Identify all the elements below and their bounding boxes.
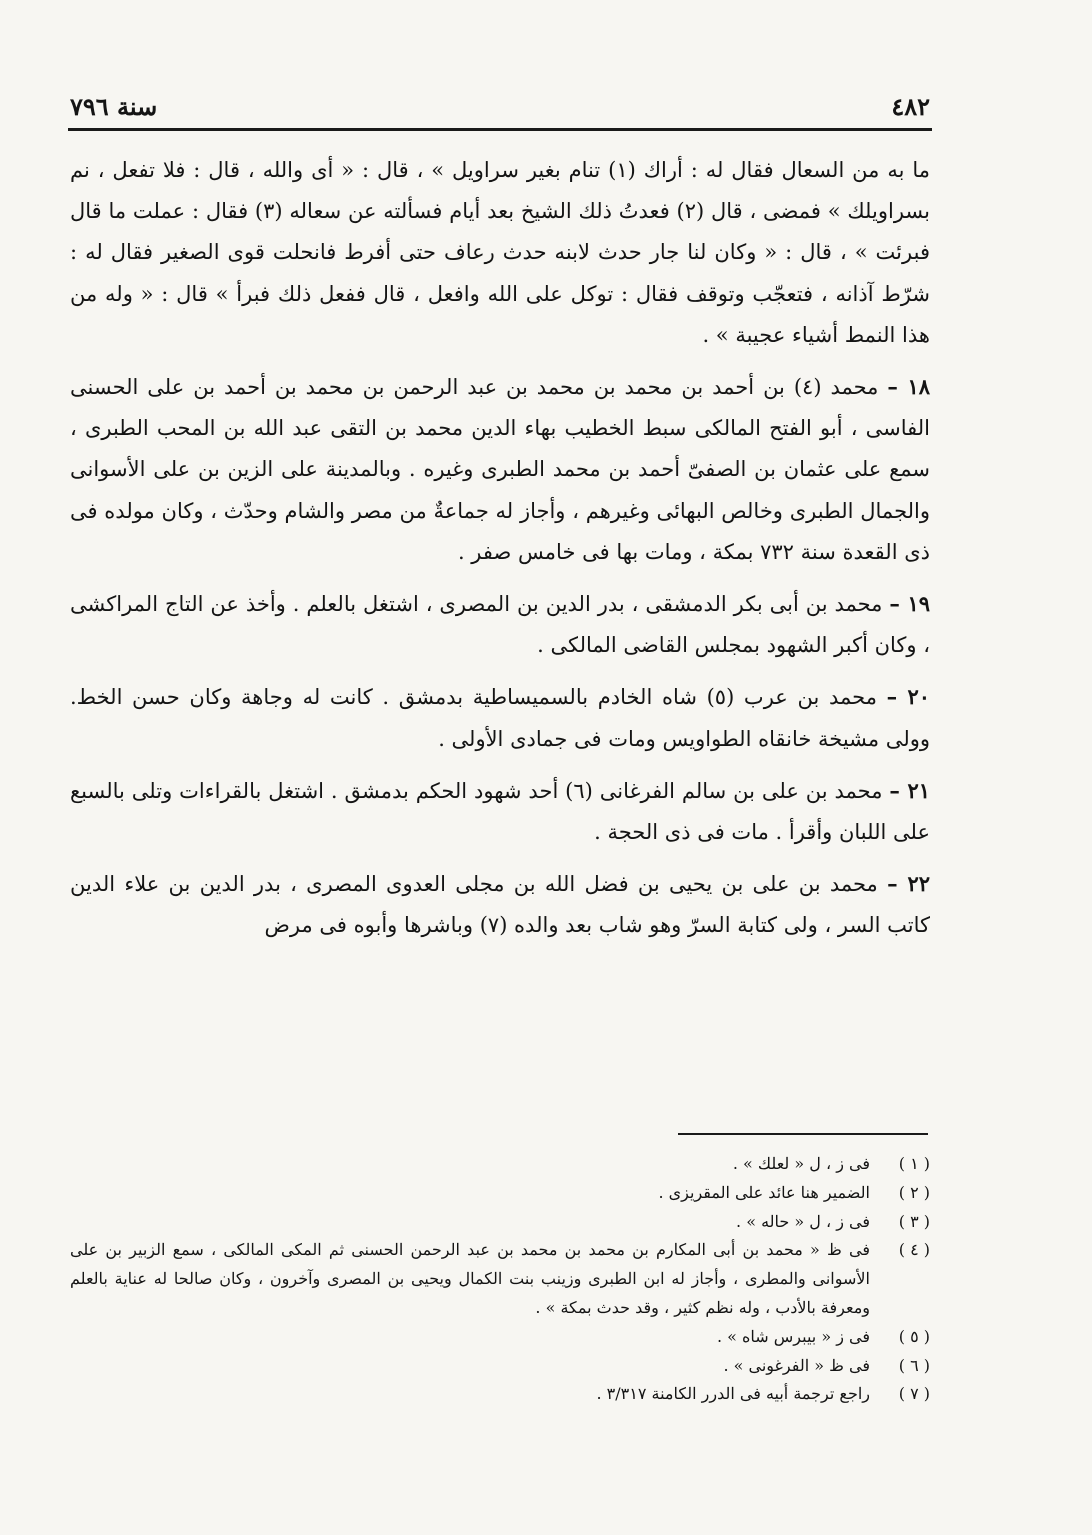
footnote-number: ( ١ ) xyxy=(898,1154,930,1173)
entry-text: محمد بن على بن يحيى بن فضل الله بن مجلى العدوى المصرى ، بدر الدين بن علاء الدين كاتب السر ، ولى كتابة السرّ وهو شاب بعد والده (٧) وباشرها وأبوه فى مرض xyxy=(70,872,930,938)
footnote-3 xyxy=(70,1208,930,1237)
entry-text: محمد (٤) بن أحمد بن محمد بن محمد بن عبد الرحمن بن محمد بن أحمد بن على الحسنى الفاسى ، أبو الفتح المالكى سبط الخطيب بهاء الدين محمد بن التقى عبد الله بن المحب الطبرى ، سمع على عثمان بن الصفىّ أحمد بن محمد الطبرى وغيره . وبالمدينة على الزين بن على الأسوانى والجمال الطبرى وخالص البهائى وغيرهم ، وأجاز له جماعةٌ من مصر والشام وحدّث ، وكان مولده فى ذى القعدة سنة ٧٣٢ بمكة ، ومات بها فى خامس صفر . xyxy=(70,375,930,564)
footnote-text: راجع ترجمة أبيه فى الدرر الكامنة ٣/٣١٧ . xyxy=(596,1384,870,1404)
footnote-6 xyxy=(70,1352,930,1381)
footnote-1 xyxy=(70,1150,930,1179)
footnote-2 xyxy=(70,1179,930,1208)
footnote-text: فى ز « بيبرس شاه » . xyxy=(716,1326,870,1346)
footnote-text: فى ظ « محمد بن أبى المكارم بن محمد بن محمد بن عبد الرحمن الحسنى ثم المكى المالكى ، سمع الزبير بن على الأسوانى والمطرى ، وأجاز له ابن الطبرى وزينب بنت الكمال ويحيى بن المصرى وآخرون ، وكان صالحا له عناية بالعلم ومعرفة بالأدب ، وله نظم كثير ، وقد حدث بمكة » . xyxy=(70,1240,870,1317)
footnote-separator xyxy=(678,1133,928,1135)
entry-22 xyxy=(70,863,930,946)
footnote-number: ( ٥ ) xyxy=(898,1326,930,1346)
entry-18 xyxy=(70,366,930,573)
footnote-text: فى ز ، ل « لعلك » . xyxy=(732,1154,870,1173)
footnote-number: ( ٣ ) xyxy=(898,1211,930,1231)
footnote-text: فى ز ، ل « حاله » . xyxy=(736,1211,870,1231)
entry-text: محمد بن عرب (٥) شاه الخادم بالسميساطية بدمشق . كانت له وجاهة وكان حسن الخط. وولى مشيخة خانقاه الطواويس ومات فى جمادى الأولى . xyxy=(70,685,930,751)
entry-19 xyxy=(70,583,930,666)
running-year: سنة ٧٩٦ xyxy=(70,92,158,121)
footnote-number: ( ٦ ) xyxy=(898,1355,930,1375)
footnote-number: ( ٧ ) xyxy=(898,1384,930,1404)
footnote-7 xyxy=(70,1380,930,1409)
entry-text: محمد بن على بن سالم الفرغانى (٦) أحد شهود الحكم بدمشق . اشتغل بالقراءات وتلى بالسبع على اللبان وأقرأ . مات فى ذى الحجة . xyxy=(70,778,930,845)
footnote-4 xyxy=(70,1236,930,1322)
entry-number: ٢٠ – xyxy=(886,684,930,710)
entry-number: ٢٢ – xyxy=(887,871,931,897)
page-header xyxy=(70,92,930,126)
entry-21 xyxy=(70,770,930,853)
entry-20 xyxy=(70,676,930,759)
footnote-5 xyxy=(70,1323,930,1352)
main-text xyxy=(70,150,930,947)
header-rule xyxy=(68,128,932,131)
page-number: ٤٨٢ xyxy=(891,92,930,121)
entry-number: ٢١ – xyxy=(889,777,930,803)
entry-number: ١٩ – xyxy=(889,591,930,617)
footnote-number: ( ٢ ) xyxy=(898,1182,930,1202)
footnote-text: فى ظ « الفرغونى » . xyxy=(723,1355,870,1375)
entry-text: محمد بن أبى بكر الدمشقى ، بدر الدين بن المصرى ، اشتغل بالعلم . وأخذ عن التاج المراكشى ، وكان أكبر الشهود بمجلس القاضى المالكى . xyxy=(70,592,930,658)
footnote-text: الضمير هنا عائد على المقريزى . xyxy=(658,1182,870,1202)
paragraph-continuation: ما به من السعال فقال له : أراك (١) تنام بغير سراويل » ، قال : « أى والله ، قال : فلا تفعل ، نم بسراويلك » فمضى ، قال (٢) فعدتُ ذلك الشيخ بعد أيام فسألته عن سعاله (٣) فقال : عملت ما قال فبرئت » ، قال : « وكان لنا جار حدث لابنه حدث رعاف حتى أفرط فانحلت قوى الصغير فقال له : شرّط آذانه ، فتعجّب وتوقف فقال : توكل على الله وافعل ، قال ففعل ذلك فبرأ » قال : « وله من هذا النمط أشياء عجيبة » . xyxy=(70,158,930,347)
footnotes xyxy=(70,1150,930,1409)
footnote-number: ( ٤ ) xyxy=(898,1240,930,1260)
entry-number: ١٨ – xyxy=(887,374,930,400)
